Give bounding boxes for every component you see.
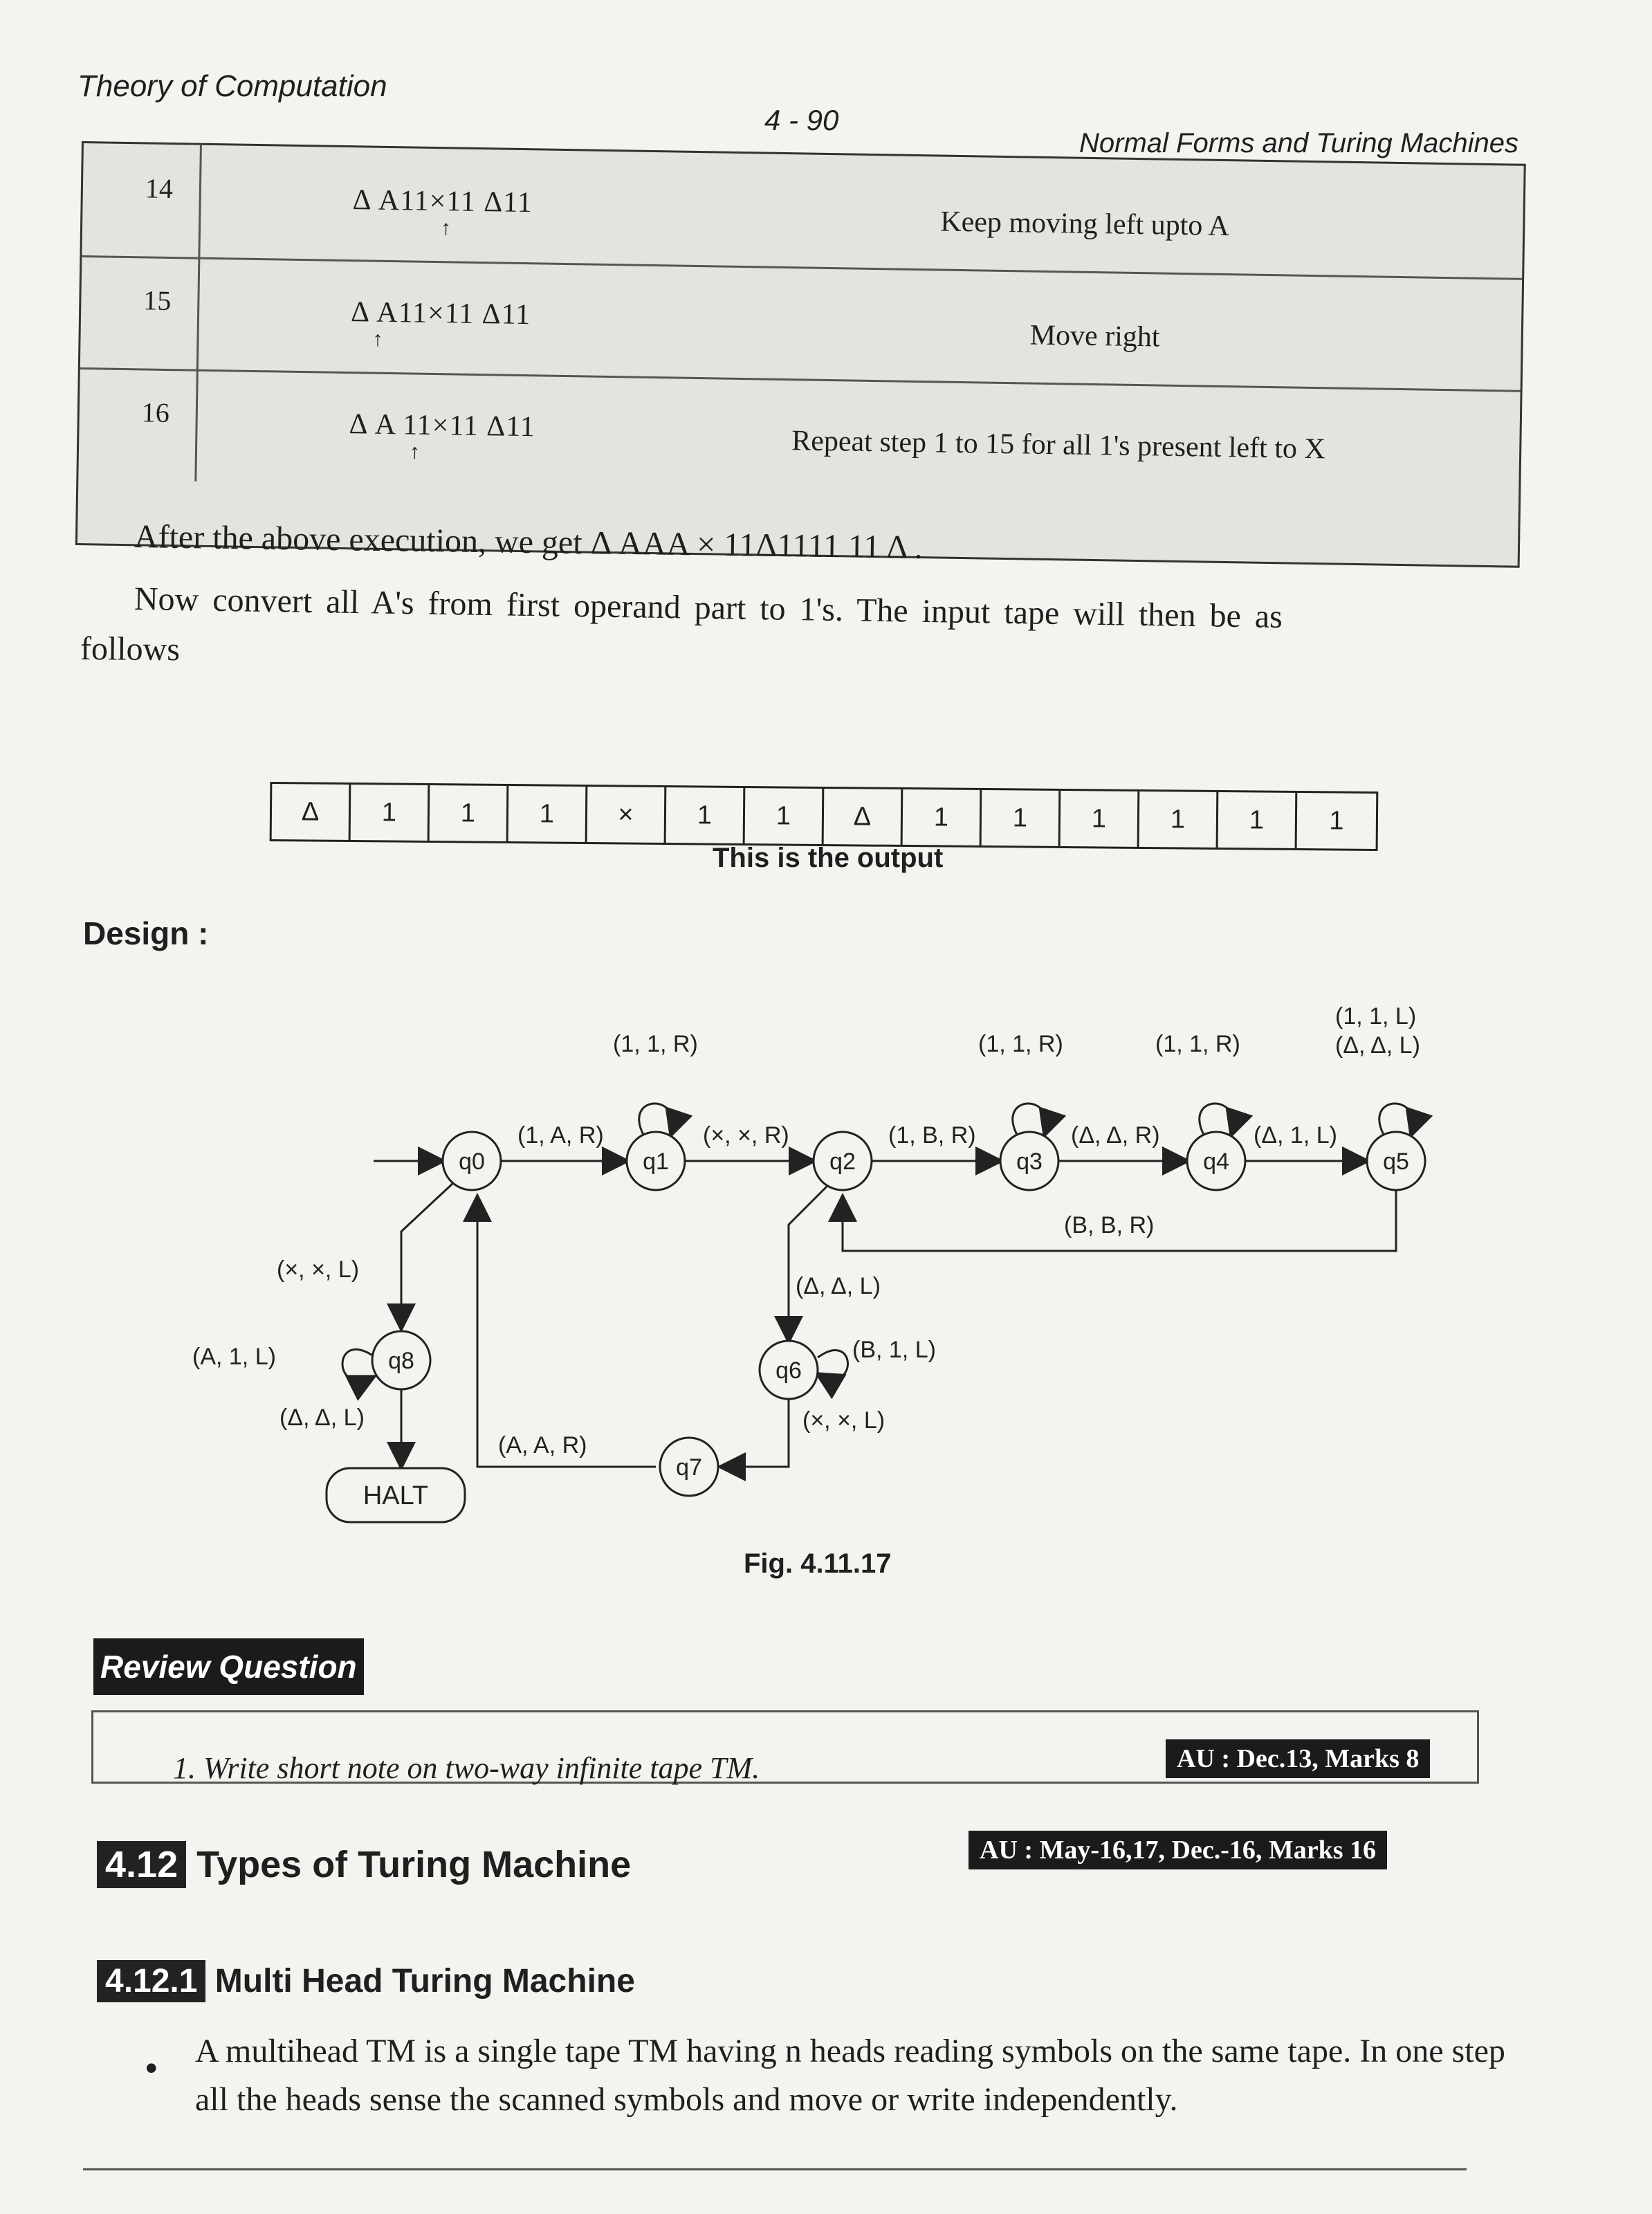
tape-cell: Δ xyxy=(824,789,903,845)
section-heading-4-12 xyxy=(97,1843,631,1886)
head-arrow-icon: ↑ xyxy=(440,217,452,240)
tape-cell: 1 xyxy=(351,785,430,841)
au-marks-tag: AU : May-16,17, Dec.-16, Marks 16 xyxy=(969,1831,1387,1869)
tape-cell: 1 xyxy=(903,789,982,845)
edge-q7-q0 xyxy=(477,1197,656,1467)
state-label: q7 xyxy=(676,1454,702,1481)
loop-q8 xyxy=(342,1349,374,1380)
section-heading-4-12-1 xyxy=(97,1962,635,2000)
review-question-heading: Review Question xyxy=(93,1638,364,1695)
step-action: Move right xyxy=(1029,319,1160,354)
bullet-text: A multihead TM is a single tape TM having n heads reading symbols on the same tape. In one step all the heads sense the scanned symbols and move or write independently. xyxy=(195,2033,1505,2118)
step-tape-text: Δ A11×11 Δ11 xyxy=(352,184,533,219)
step-tape-contents xyxy=(352,183,533,240)
step-tape-contents xyxy=(349,408,536,464)
tape-cell: 1 xyxy=(982,790,1061,846)
edge-label: (×, ×, L) xyxy=(277,1256,360,1283)
step-action: Keep moving left upto A xyxy=(939,205,1230,243)
state-label: q1 xyxy=(643,1149,669,1175)
step-number: 15 xyxy=(143,284,172,317)
tape-cell: 1 xyxy=(666,787,746,843)
step-number: 16 xyxy=(141,396,170,429)
step-tape-contents xyxy=(350,295,531,351)
loop-q4 xyxy=(1200,1104,1233,1135)
edge-label: (1, 1, R) xyxy=(613,1031,698,1057)
edge-q6-q7 xyxy=(721,1398,789,1467)
au-marks-tag: AU : Dec.13, Marks 8 xyxy=(1166,1739,1430,1778)
review-question-text: 1. Write short note on two-way infinite tape TM. xyxy=(173,1751,760,1785)
edge-label: (A, 1, L) xyxy=(192,1344,276,1370)
edge-label: (Δ, Δ, L) xyxy=(1335,1032,1420,1059)
head-arrow-icon: ↑ xyxy=(409,440,421,464)
paragraph-convert: Now convert all A's from first operand part to 1's. The input tape will then be as xyxy=(134,580,1283,636)
edge-q2-q6 xyxy=(789,1183,830,1341)
edge-label: (1, 1, R) xyxy=(978,1031,1063,1057)
tape-cell: 1 xyxy=(1218,792,1298,848)
edge-label: (B, 1, L) xyxy=(852,1337,936,1363)
edge-label: (Δ, 1, L) xyxy=(1254,1122,1337,1149)
loop-q1 xyxy=(639,1104,673,1135)
output-tape xyxy=(270,782,1379,851)
tape-cell: Δ xyxy=(272,784,351,840)
paragraph-result: After the above execution, we get Δ AAA × 11Δ1111 11 Δ . xyxy=(134,518,924,566)
section-title: Multi Head Turing Machine xyxy=(214,1963,635,2000)
head-arrow-icon: ↑ xyxy=(372,327,384,351)
tape-cell: 1 xyxy=(508,786,588,842)
tape-cell: 1 xyxy=(745,788,825,844)
edge-label: (Δ, Δ, L) xyxy=(279,1405,365,1431)
column-divider xyxy=(194,369,199,482)
step-tape-text: Δ A 11×11 Δ11 xyxy=(349,408,536,443)
state-label: q3 xyxy=(1016,1149,1043,1175)
tape-cell: 1 xyxy=(1061,791,1140,847)
edge-q0-q8 xyxy=(401,1183,453,1328)
step-row xyxy=(78,367,1520,502)
page-number: 4 - 90 xyxy=(764,104,839,136)
tape-cell: 1 xyxy=(1139,792,1219,848)
section-number: 4.12.1 xyxy=(97,1960,205,2002)
tape-cell: 1 xyxy=(1329,805,1344,836)
bullet-icon: • xyxy=(145,2049,158,2087)
column-divider xyxy=(196,257,201,369)
step-action: Repeat step 1 to 15 for all 1's present left to X xyxy=(791,425,1326,466)
state-label: q2 xyxy=(829,1149,856,1175)
state-label: q8 xyxy=(388,1348,414,1374)
edge-label: (Δ, Δ, L) xyxy=(796,1273,881,1299)
section-number: 4.12 xyxy=(97,1841,186,1888)
edge-label: (Δ, Δ, R) xyxy=(1071,1122,1160,1149)
loop-q3 xyxy=(1013,1104,1047,1135)
edge-label: (1, A, R) xyxy=(517,1122,604,1149)
edge-label: (1, 1, R) xyxy=(1155,1031,1240,1057)
bottom-rule xyxy=(83,2168,1467,2170)
edge-label: (A, A, R) xyxy=(498,1432,587,1458)
tape-cell: 1 xyxy=(430,785,509,841)
turing-machine-state-diagram xyxy=(138,996,1453,1536)
step-number: 14 xyxy=(145,172,174,205)
edge-label: (×, ×, L) xyxy=(802,1407,885,1434)
state-label: q5 xyxy=(1383,1149,1409,1175)
halt-label: HALT xyxy=(362,1481,429,1510)
figure-caption: Fig. 4.11.17 xyxy=(744,1548,892,1579)
loop-q5 xyxy=(1379,1104,1413,1135)
state-label: q6 xyxy=(775,1357,802,1384)
running-header-book-title: Theory of Computation xyxy=(77,69,387,103)
state-label: q4 xyxy=(1203,1149,1229,1175)
paragraph-follows: follows xyxy=(80,630,181,668)
running-header-chapter-title: Normal Forms and Turing Machines xyxy=(1079,128,1519,158)
edge-label: (1, 1, L) xyxy=(1335,1003,1417,1030)
tape-caption: This is the output xyxy=(713,843,944,873)
step-tape-text: Δ A11×11 Δ11 xyxy=(350,296,531,331)
section-title: Types of Turing Machine xyxy=(196,1844,632,1885)
edge-label: (×, ×, R) xyxy=(703,1122,789,1149)
edge-label: (B, B, R) xyxy=(1064,1212,1155,1238)
tape-cell: × xyxy=(587,787,667,843)
column-divider xyxy=(198,145,202,257)
edge-label: (1, B, R) xyxy=(888,1122,976,1149)
state-label: q0 xyxy=(459,1149,485,1175)
design-label: Design : xyxy=(83,915,209,951)
loop-q6 xyxy=(818,1351,848,1380)
steps-table xyxy=(75,141,1526,568)
